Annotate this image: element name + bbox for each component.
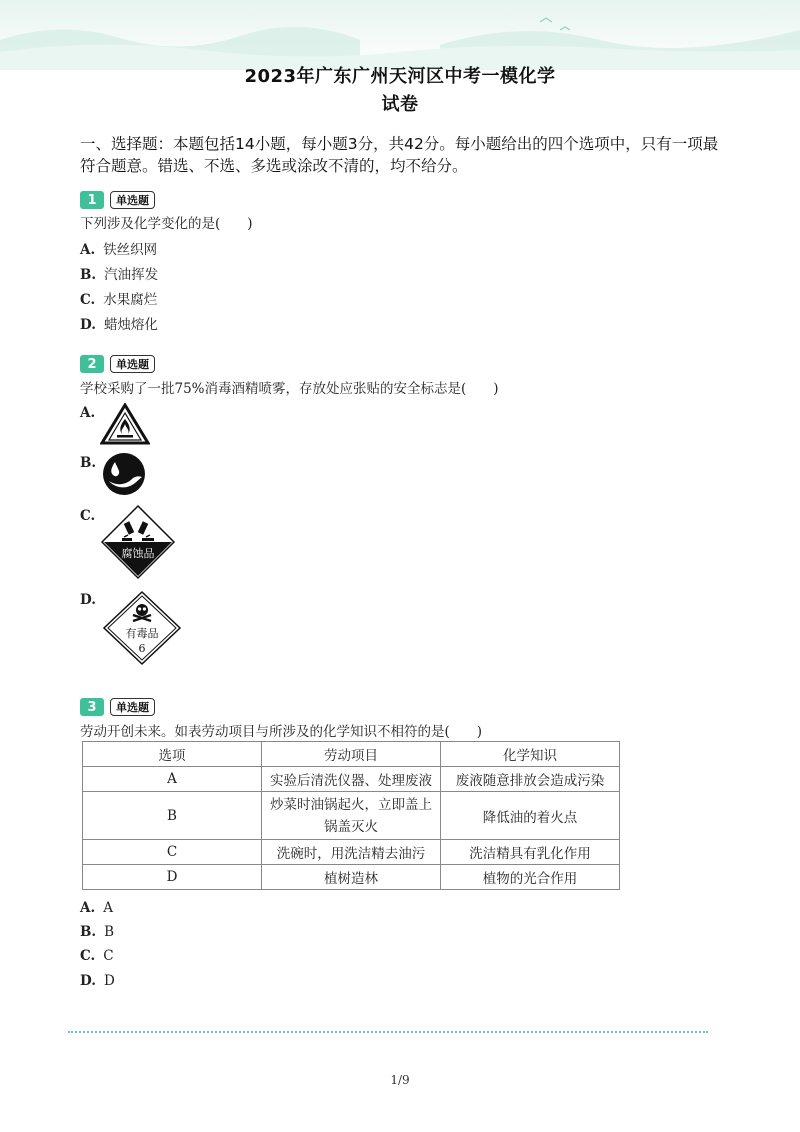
option-text: 铁丝织网 (103, 242, 158, 258)
option-letter: B. (80, 267, 97, 283)
option-letter: A. (80, 405, 96, 421)
table-cell-project (262, 792, 441, 840)
table-cell-knowledge: 降低油的着火点 (441, 792, 620, 840)
option-letter: D. (80, 973, 96, 989)
question-2-option-b[interactable] (80, 455, 104, 471)
question-3-table (82, 741, 620, 890)
table-cell-option: A (83, 767, 262, 792)
question-number: 3 (80, 698, 104, 716)
table-cell-option: B (83, 792, 262, 840)
table-header-row (83, 742, 620, 767)
option-letter: C. (80, 292, 96, 308)
table-header-cell: 选项 (83, 742, 262, 767)
table-row (83, 767, 620, 792)
question-3-option-d[interactable] (80, 973, 115, 989)
option-text: 蜡烛熔化 (103, 317, 158, 333)
table-cell-option: C (83, 840, 262, 865)
question-type-badge: 单选题 (110, 698, 155, 716)
option-letter: A. (80, 900, 96, 916)
document-title-line1: 2023年广东广州天河区中考一模化学 (244, 66, 556, 87)
option-text: D (103, 973, 115, 989)
toxic-sign-class-number: 6 (138, 642, 146, 655)
table-cell-knowledge: 废液随意排放会造成污染 (441, 767, 620, 792)
toxic-sign-icon (102, 590, 182, 666)
question-1-option-a[interactable] (80, 238, 157, 258)
question-number: 2 (80, 355, 104, 373)
question-type-badge: 单选题 (110, 355, 155, 373)
header-decoration (0, 0, 800, 70)
table-cell-project: 实验后清洗仪器、处理废液 (262, 767, 441, 792)
table-header-cell: 劳动项目 (262, 742, 441, 767)
question-1-header (80, 191, 155, 209)
water-drop-sign-icon (102, 452, 146, 496)
table-cell-option: D (83, 865, 262, 890)
table-cell-project-line: 锅盖灭火 (324, 818, 378, 835)
question-number: 1 (80, 191, 104, 209)
table-cell-knowledge: 洗洁精具有乳化作用 (441, 840, 620, 865)
option-letter: C. (80, 508, 96, 524)
corrosive-sign-icon (100, 504, 176, 580)
page-number: 1/9 (390, 1073, 410, 1087)
question-1-option-c[interactable] (80, 288, 157, 308)
option-text: 汽油挥发 (104, 267, 159, 283)
question-1-option-d[interactable] (80, 313, 158, 333)
corrosive-sign-label: 腐蚀品 (121, 547, 155, 560)
option-text: C (103, 948, 114, 964)
option-text: A (103, 900, 113, 916)
table-row (83, 840, 620, 865)
document-title-line2: 试卷 (381, 94, 419, 115)
section-intro: 一、选择题：本题包括14小题，每小题3分，共42分。每小题给出的四个选项中，只有一项最符合题意。错选、不选、多选或涂改不清的，均不给分。 (80, 135, 719, 175)
option-letter: A. (80, 242, 96, 258)
option-letter: B. (80, 455, 97, 471)
question-2-header (80, 355, 155, 373)
option-text: 水果腐烂 (103, 292, 158, 308)
question-3-option-b[interactable] (80, 924, 114, 940)
table-cell-project-line: 炒菜时油锅起火，立即盖上 (270, 796, 432, 813)
footer-divider (68, 1031, 708, 1033)
question-type-badge: 单选题 (110, 191, 155, 209)
question-3-option-a[interactable] (80, 900, 113, 916)
question-3-option-c[interactable] (80, 948, 114, 964)
flammable-sign-icon (100, 403, 150, 445)
question-1-stem: 下列涉及化学变化的是( ) (80, 216, 253, 232)
table-header-cell: 化学知识 (441, 742, 620, 767)
option-text: B (104, 924, 115, 940)
question-3-stem: 劳动开创未来。如表劳动项目与所涉及的化学知识不相符的是( ) (80, 724, 483, 740)
question-2-stem: 学校采购了一批75%消毒酒精喷雾，存放处应张贴的安全标志是( ) (80, 381, 499, 397)
option-letter: D. (80, 317, 96, 333)
option-letter: D. (80, 592, 96, 608)
table-row (83, 865, 620, 890)
table-row (83, 792, 620, 840)
toxic-sign-label: 有毒品 (125, 627, 159, 640)
table-cell-project: 植树造林 (262, 865, 441, 890)
question-3-header (80, 698, 155, 716)
table-cell-project: 洗碗时，用洗洁精去油污 (262, 840, 441, 865)
option-letter: C. (80, 948, 96, 964)
table-cell-knowledge: 植物的光合作用 (441, 865, 620, 890)
question-1-option-b[interactable] (80, 263, 158, 283)
option-letter: B. (80, 924, 97, 940)
question-2-option-d[interactable] (80, 592, 104, 608)
